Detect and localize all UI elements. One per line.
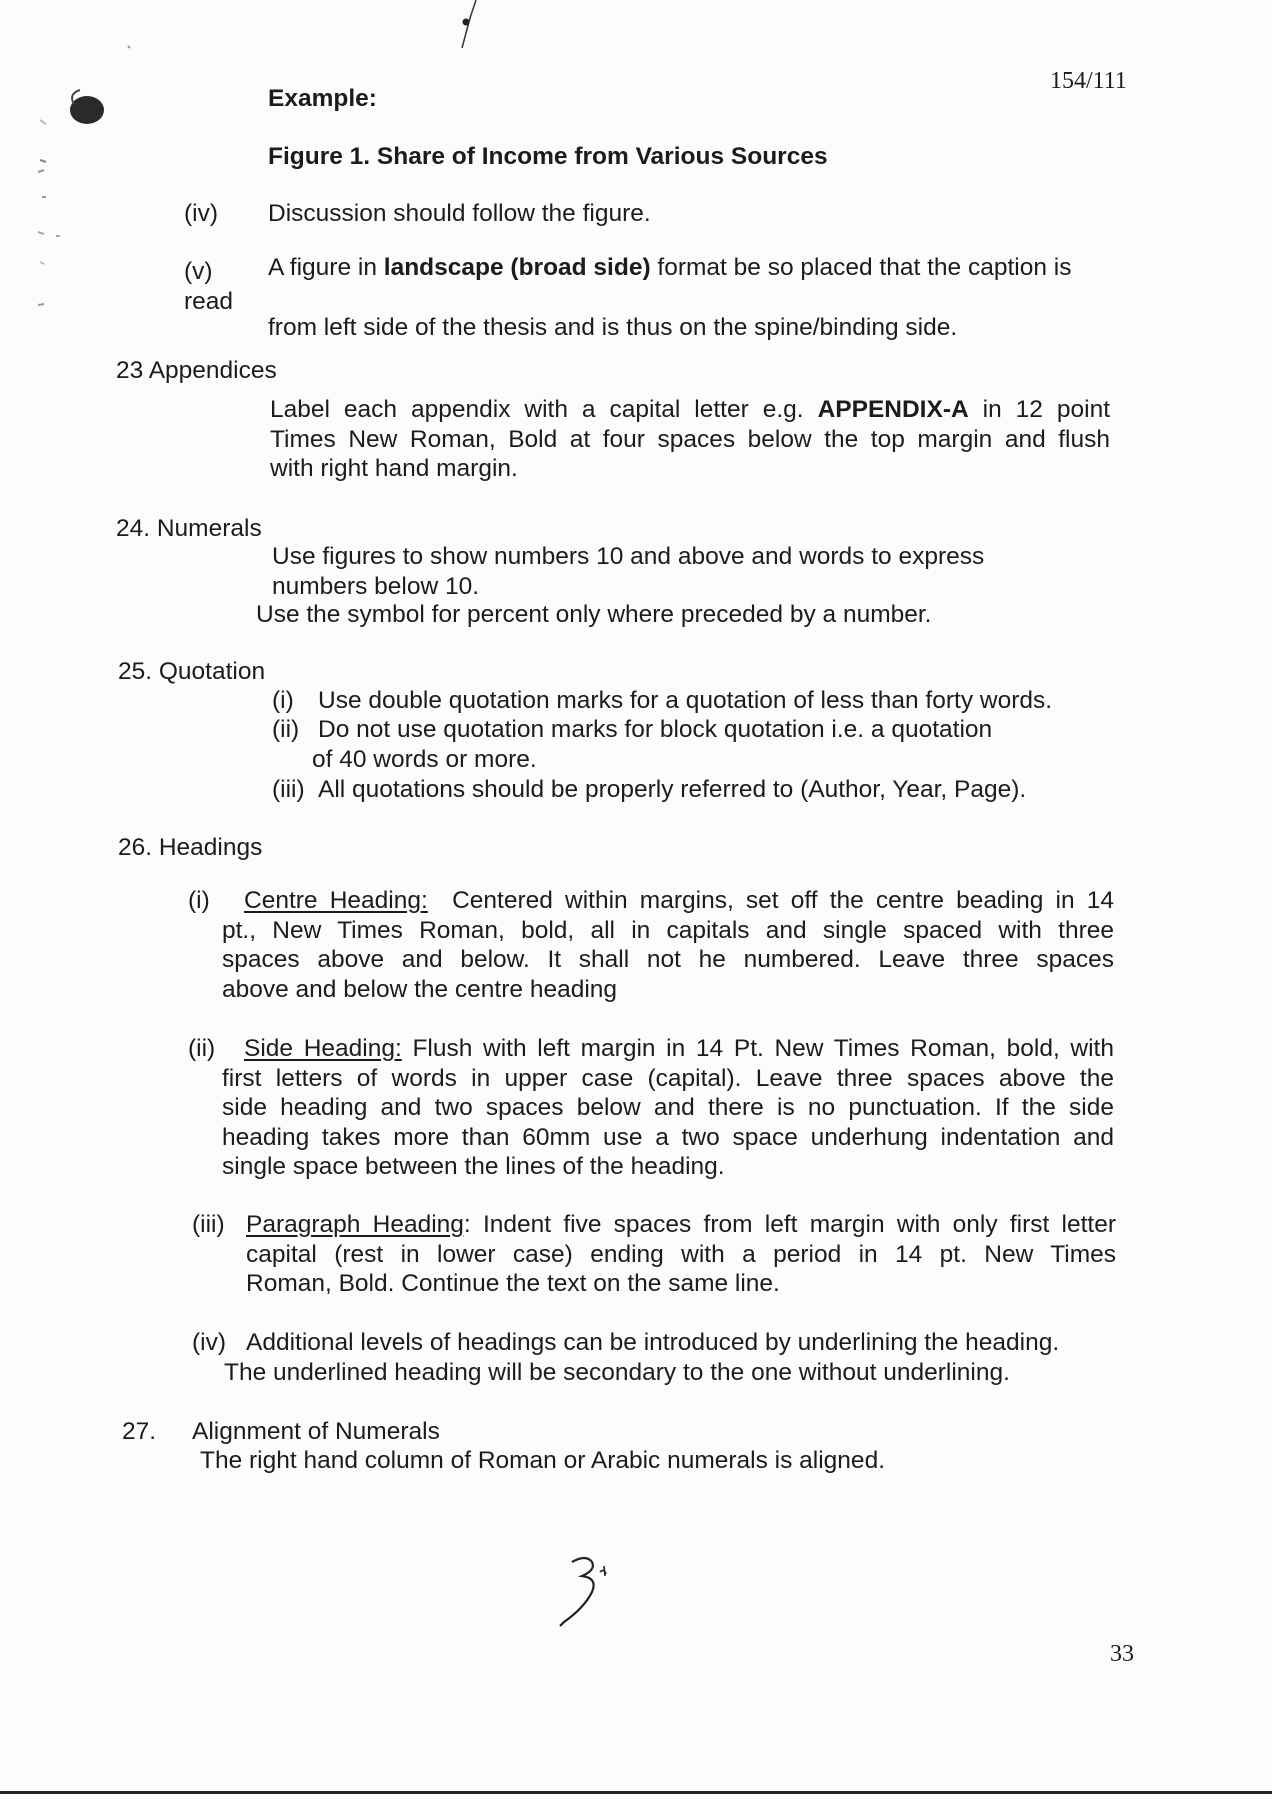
alignment-heading: Alignment of Numerals <box>192 1418 440 1445</box>
edge-mark-9 <box>128 46 130 48</box>
alignment-number: 27. <box>122 1418 157 1445</box>
paragraph-heading-title: Paragraph Heading <box>246 1211 464 1238</box>
punch-hole-mark <box>70 96 104 124</box>
pen-stroke-top <box>462 0 476 48</box>
headings-ii-line-1 <box>222 1034 1114 1064</box>
edge-mark-2 <box>38 170 44 172</box>
pen-dot-top <box>463 19 470 26</box>
headings-i-number: (i) <box>188 887 210 914</box>
appendices-line1-pre: Label each appendix with a capital letter e.g. <box>270 396 818 423</box>
edge-mark-8 <box>40 120 46 124</box>
item-v-bold: landscape (broad side) <box>383 254 651 281</box>
headings-ii-line-3: side heading and two spaces below and there is no punctuation. If the side <box>222 1094 1114 1121</box>
headings-heading: 26. Headings <box>118 834 263 861</box>
page-reference: 154/111 <box>1050 68 1127 94</box>
edge-mark-6 <box>40 262 44 264</box>
quotation-ii-text-2: of 40 words or more. <box>312 746 537 773</box>
quotation-i-text: Use double quotation marks for a quotation of less than forty words. <box>318 687 1053 714</box>
headings-iii-line-1 <box>246 1210 1116 1240</box>
appendices-body <box>270 395 1110 484</box>
headings-i-line-4: above and below the centre heading <box>222 975 618 1003</box>
headings-i-l1-text: Centered within margins, set off the centre beading in 14 <box>452 887 1114 914</box>
edge-mark-4 <box>38 232 44 234</box>
page-number: 33 <box>1110 1641 1134 1667</box>
appendices-line-2: Times New Roman, Bold at four spaces below the top margin and flush <box>270 425 1110 453</box>
headings-ii-number: (ii) <box>188 1035 216 1062</box>
quotation-heading: 25. Quotation <box>118 658 266 685</box>
headings-iii-line-2: capital (rest in lower case) ending with a period in 14 pt. New Times <box>246 1240 1116 1268</box>
quotation-i-number: (i) <box>272 687 294 714</box>
headings-i-line-2: pt., New Times Roman, bold, all in capitals and single spaced with three <box>222 916 1114 944</box>
item-v-pre: A figure in <box>268 254 384 281</box>
numerals-line-2: numbers below 10. <box>272 573 480 600</box>
figure-caption: Figure 1. Share of Income from Various Sources <box>268 143 828 170</box>
headings-iv-number: (iv) <box>192 1329 227 1356</box>
headings-iii-number: (iii) <box>192 1211 225 1238</box>
appendices-line-3: with right hand margin. <box>270 455 518 482</box>
quotation-iii-text: All quotations should be properly referred to (Author, Year, Page). <box>318 776 1027 803</box>
headings-i-line-3: spaces above and below. It shall not he numbered. Leave three spaces <box>222 946 1114 973</box>
quotation-ii-number: (ii) <box>272 716 300 743</box>
item-v-post: format be so placed that the caption is <box>650 254 1072 281</box>
item-iv-number: (iv) <box>184 200 219 227</box>
headings-iii-l1-text: : Indent five spaces from left margin with only first letter <box>463 1211 1116 1238</box>
quotation-ii-text: Do not use quotation marks for block quotation i.e. a quotation <box>318 716 993 743</box>
appendices-line-1 <box>270 395 1110 425</box>
item-iv-text: Discussion should follow the figure. <box>268 200 651 227</box>
appendices-line1-bold: APPENDIX-A <box>817 396 969 423</box>
punch-hole-edge <box>72 90 80 104</box>
item-v-line2: from left side of the thesis and is thus on the spine/binding side. <box>268 314 958 341</box>
item-v-read: read <box>184 288 234 315</box>
numerals-line-3: Use the symbol for percent only where preceded by a number. <box>256 601 932 628</box>
headings-ii-l1-text: Flush with left margin in 14 Pt. New Times Roman, bold, with <box>401 1035 1114 1062</box>
alignment-text: The right hand column of Roman or Arabic numerals is aligned. <box>200 1447 885 1474</box>
quotation-iii-number: (iii) <box>272 776 305 803</box>
centre-heading-title: Centre Heading: <box>244 887 428 914</box>
headings-iv-line-2: The underlined heading will be secondary to the one without underlining. <box>224 1359 1010 1386</box>
scan-bottom-edge <box>0 1791 1272 1794</box>
headings-iii-body <box>246 1210 1116 1299</box>
example-label: Example: <box>268 85 377 112</box>
handwritten-mark <box>560 1558 594 1626</box>
appendices-heading: 23 Appendices <box>116 357 277 384</box>
appendices-line1-post: in 12 point <box>968 396 1111 423</box>
headings-i-line-1 <box>222 886 1114 916</box>
item-v-number: (v) <box>184 258 213 285</box>
headings-ii-body <box>222 1034 1114 1182</box>
headings-i-body <box>222 886 1114 1004</box>
side-heading-title: Side Heading: <box>244 1035 402 1062</box>
headings-ii-line-5: single space between the lines of the heading. <box>222 1153 725 1180</box>
headings-iii-line-3: Roman, Bold. Continue the text on the same line. <box>246 1270 780 1297</box>
item-v-line1 <box>268 253 1071 282</box>
edge-mark-7 <box>38 304 44 305</box>
handwritten-mark-sup <box>600 1566 606 1576</box>
numerals-heading: 24. Numerals <box>116 515 262 542</box>
headings-iv-line-1: Additional levels of headings can be introduced by underlining the heading. <box>246 1329 1060 1356</box>
headings-ii-line-2: first letters of words in upper case (capital). Leave three spaces above the <box>222 1064 1114 1092</box>
numerals-line-1: Use figures to show numbers 10 and above and words to express <box>272 543 985 570</box>
headings-ii-line-4: heading takes more than 60mm use a two space underhung indentation and <box>222 1123 1114 1151</box>
edge-mark-1 <box>40 160 46 162</box>
